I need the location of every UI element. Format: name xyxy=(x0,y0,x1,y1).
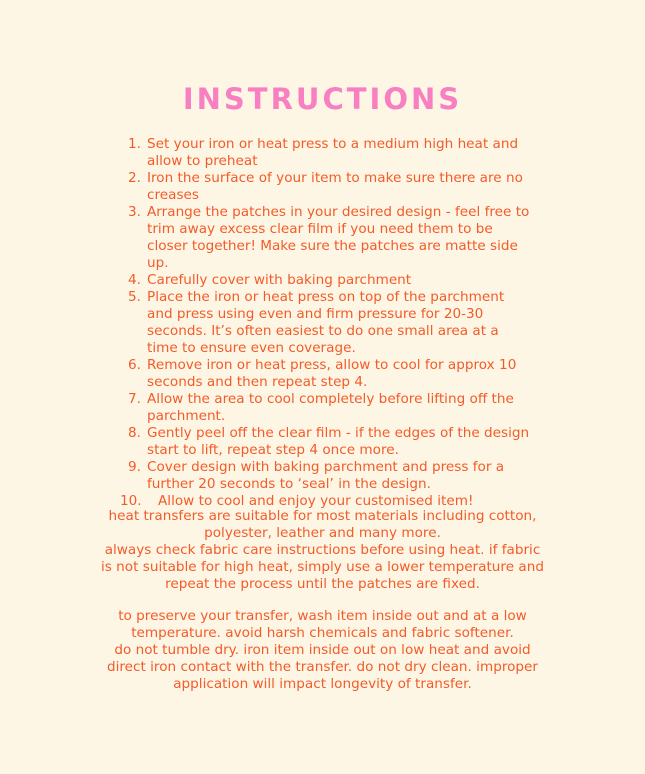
page-title: INSTRUCTIONS xyxy=(182,82,463,116)
instruction-step xyxy=(110,357,530,391)
step-text: Allow the area to cool completely before lifting off the parchment. xyxy=(147,391,514,424)
instruction-step xyxy=(110,136,530,170)
drying-ironing-note: do not tumble dry. iron item inside out on low heat and avoid direct iron contact with the transfer. do not dry clean. improper application will impact longevity of transfer. xyxy=(106,642,539,692)
instruction-step xyxy=(110,272,530,289)
step-number: 4. xyxy=(128,272,141,288)
washing-note: to preserve your transfer, wash item inside out and at a low temperature. avoid harsh chemicals and fabric softener. xyxy=(118,608,527,641)
step-number: 5. xyxy=(128,289,141,305)
step-number: 2. xyxy=(128,170,141,186)
step-text: Arrange the patches in your desired design - feel free to trim away excess clear film if you need them to be closer together! Make sure the patches are matte side up. xyxy=(147,204,530,271)
step-number: 3. xyxy=(128,204,141,220)
step-text: Allow to cool and enjoy your customised item! xyxy=(158,493,474,509)
step-text: Place the iron or heat press on top of the parchment and press using even and firm pressure for 20-30 seconds. It’s often easiest to do one small area at a time to ensure even coverage. xyxy=(147,289,505,356)
step-number: 10. xyxy=(120,493,142,509)
instruction-step xyxy=(110,170,530,204)
instruction-step xyxy=(110,391,530,425)
step-number: 8. xyxy=(128,425,141,441)
materials-note: heat transfers are suitable for most materials including cotton, polyester, leather and many more. xyxy=(108,508,537,541)
instruction-step xyxy=(110,459,530,493)
instruction-step xyxy=(110,204,530,272)
step-text: Remove iron or heat press, allow to cool for approx 10 seconds and then repeat step 4. xyxy=(147,357,517,390)
step-text: Iron the surface of your item to make sure there are no creases xyxy=(147,170,523,203)
step-number: 9. xyxy=(128,459,141,475)
suitability-notes xyxy=(100,508,545,593)
instruction-steps-list xyxy=(110,136,530,510)
step-number: 6. xyxy=(128,357,141,373)
step-text: Cover design with baking parchment and press for a further 20 seconds to ‘seal’ in the design. xyxy=(147,459,505,492)
step-text: Set your iron or heat press to a medium high heat and allow to preheat xyxy=(147,136,519,169)
instruction-step xyxy=(110,289,530,357)
instruction-step xyxy=(110,425,530,459)
care-notes xyxy=(100,608,545,693)
fabric-care-note: always check fabric care instructions before using heat. if fabric is not suitable for high heat, simply use a lower temperature and repeat the process until the patches are fixed. xyxy=(101,542,544,592)
step-text: Gently peel off the clear film - if the edges of the design start to lift, repeat step 4 once more. xyxy=(147,425,530,458)
step-number: 1. xyxy=(128,136,141,152)
step-text: Carefully cover with baking parchment xyxy=(147,272,412,288)
step-number: 7. xyxy=(128,391,141,407)
